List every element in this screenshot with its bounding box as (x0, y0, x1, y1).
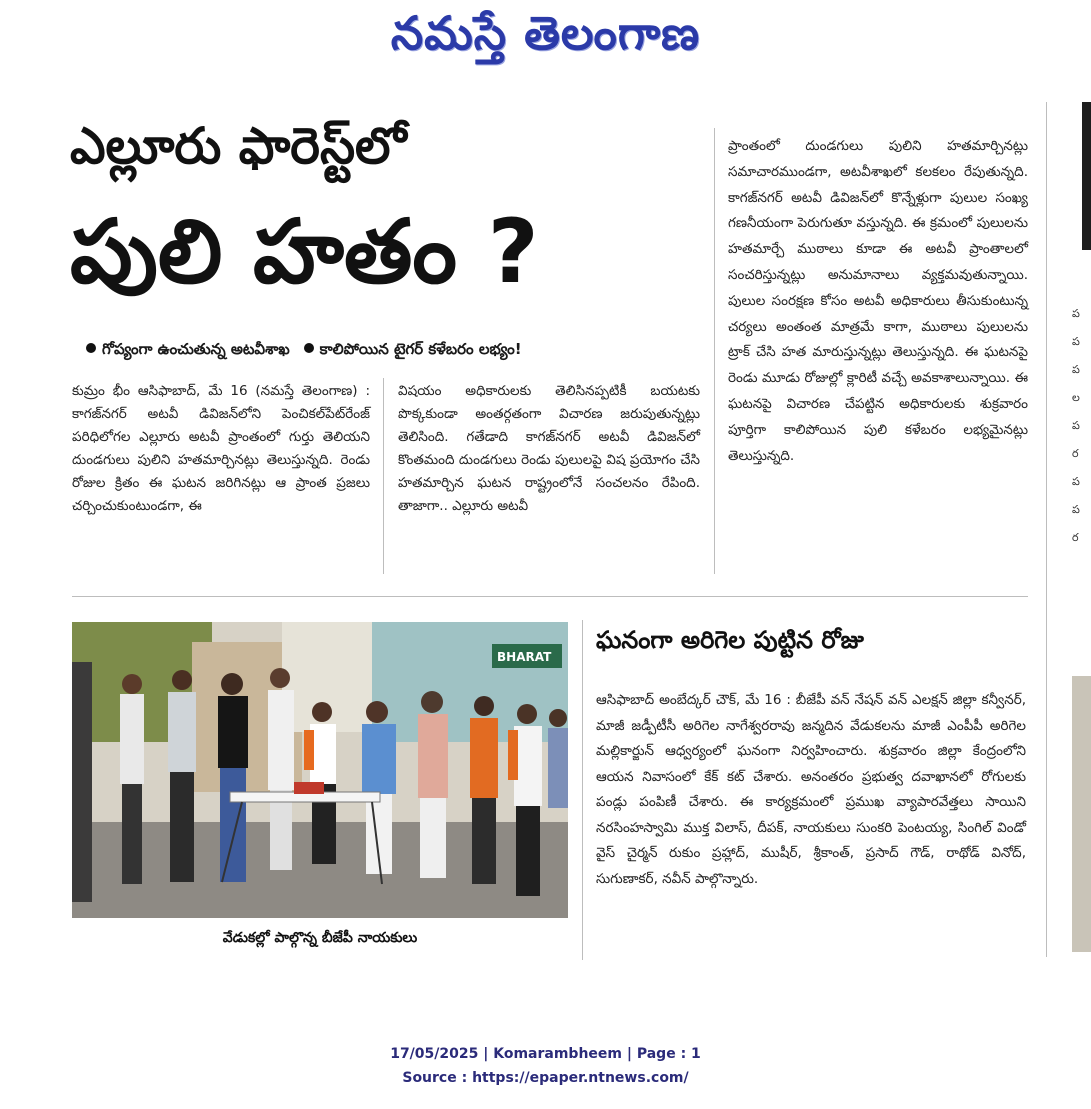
story2-headline: ఘనంగా అరిగెల పుట్టిన రోజు (596, 626, 864, 654)
bullet-icon (304, 343, 314, 353)
story1-bullet-2: కాలిపోయిన టైగర్ కళేబరం లభ్యం! (319, 340, 522, 358)
section-divider (72, 596, 1028, 597)
adjacent-article-block (1082, 102, 1091, 250)
adjacent-article-text: ప ప ప ల ప ర ప ప ర (1072, 307, 1080, 544)
story1-column-2 (398, 380, 700, 518)
adjacent-article-photo (1072, 676, 1091, 952)
event-photo (72, 622, 568, 918)
story1-subheadings (86, 340, 522, 362)
story1-column-3 (728, 134, 1028, 469)
newspaper-masthead: నమస్తే తెలంగాణ (390, 6, 701, 60)
column-divider (582, 620, 583, 960)
story1-column-1 (72, 380, 370, 518)
footer-source-line: Source : https://epaper.ntnews.com/ (402, 1070, 689, 1086)
story2-body (596, 688, 1026, 892)
story1-col2-text: విషయం అధికారులకు తెలిసినప్పటికీ బయటకు పొక్కకుండా అంతర్గతంగా విచారణ జరుపుతున్నట్లు తెలిసింది. గతేడాది కాగజ్‌నగర్ అటవీ డివిజన్‌లో కొంతమంది దుండగులు రెండు పులులపై విష ప్రయోగం చేసి హతమార్చిన ఘటన రాష్ట్రంలోనే సంచలనం రేపింది. తాజాగా.. ఎల్లూరు అటవీ (398, 383, 700, 514)
story1-col3-text: ప్రాంతంలో దుండగులు పులిని హతమార్చినట్లు సమాచారముండగా, అటవీశాఖలో కలకలం రేపుతున్నది. కాగజ్‌నగర్ అటవీ డివిజన్‌లో కొన్నేళ్లుగా పులుల సంఖ్య గణనీయంగా పెరుగుతూ వస్తున్నది. ఈ క్రమంలో పులులను హతమార్చే ముఠాలు కూడా ఈ అటవీ ప్రాంతాలలో సంచరిస్తున్నట్లు అనుమానాలు వ్యక్తమవుతున్నాయి. పులుల సంరక్షణ కోసం అటవీ అధికారులు తీసుకుంటున్న చర్యలు అంతంత మాత్రమే కాగా, ముఠాలు పులులను ట్రాక్ చేసి హత మారుస్తున్నట్లు తెలుస్తున్నది. ఈ ఘటనపై రెండు మూడు రోజుల్లో క్లారిటీ వచ్చే అవకాశాలున్నాయి. ఈ ఘటనపై విచారణ చేపట్టిన అధికారులకు శుక్రవారం పూర్తిగా కాలిపోయిన పులి కళేబరం లభ్యమైనట్లు తెలుస్తున్నది. (728, 138, 1028, 464)
column-divider (383, 378, 384, 574)
story1-bullet-1: గోప్యంగా ఉంచుతున్న అటవీశాఖ (102, 340, 290, 358)
column-divider (714, 128, 715, 574)
story1-headline-line2: పులి హతం ? (70, 200, 539, 303)
shop-sign-text: BHARAT (497, 650, 552, 664)
page-edge-divider (1046, 102, 1047, 957)
photo-caption: వేడుకల్లో పాల్గొన్న బీజేపీ నాయకులు (222, 930, 418, 946)
bullet-icon (86, 343, 96, 353)
story1-headline-line1: ఎల్లూరు ఫారెస్ట్‌లో (70, 117, 407, 175)
footer-date-line: 17/05/2025 | Komarambheem | Page : 1 (390, 1046, 701, 1062)
story2-body-text: ఆసిఫాబాద్ అంబేద్కర్ చౌక్, మే 16 : బీజేపీ వన్ నేషన్ వన్ ఎలక్షన్ జిల్లా కన్వీనర్, మాజీ జడ్పీటీసీ అరిగెల నాగేశ్వరరావు జన్మదిన వేడుకలను మాజీ ఎంపీపీ అరిగెల మల్లికార్జున్ ఆధ్వర్యంలో ఘనంగా నిర్వహించారు. శుక్రవారం జిల్లా కేంద్రంలోని ఆయన నివాసంలో కేక్ కట్ చేశారు. అనంతరం ప్రభుత్వ దవాఖానలో రోగులకు పండ్లు పంపిణీ చేశారు. ఈ కార్యక్రమంలో ప్రముఖ వ్యాపారవేత్తలు సాయిని నరసింహస్వామి ముక్త విలాస్, దీపక్, నాయకులు సుంకరి పెంటయ్య, సింగిల్ విండో వైస్ చైర్మన్ రుకుం ప్రహ్లాద్, ముషీర్, శ్రీకాంత్, ప్రసాద్ గౌడ్, రాథోడ్ వినోద్, సుగుణాకర్, నవీన్ పాల్గొన్నారు. (596, 692, 1026, 887)
story1-col1-text: కుమ్రం భీం ఆసిఫాబాద్, మే 16 (నమస్తే తెలంగాణ) : కాగజ్‌నగర్ అటవీ డివిజన్‌లోని పెంచికల్‌పేట్‌రేంజ్ పరిధిలోగల ఎల్లూరు అటవీ ప్రాంతంలో గుర్తు తెలియని దుండగులు పులిని హతమార్చినట్లు తెలుస్తున్నది. రెండు రోజుల క్రితం ఈ ఘటన జరిగినట్లు ఆ ప్రాంత ప్రజలు చర్చించుకుంటుండగా, ఈ (72, 383, 370, 514)
